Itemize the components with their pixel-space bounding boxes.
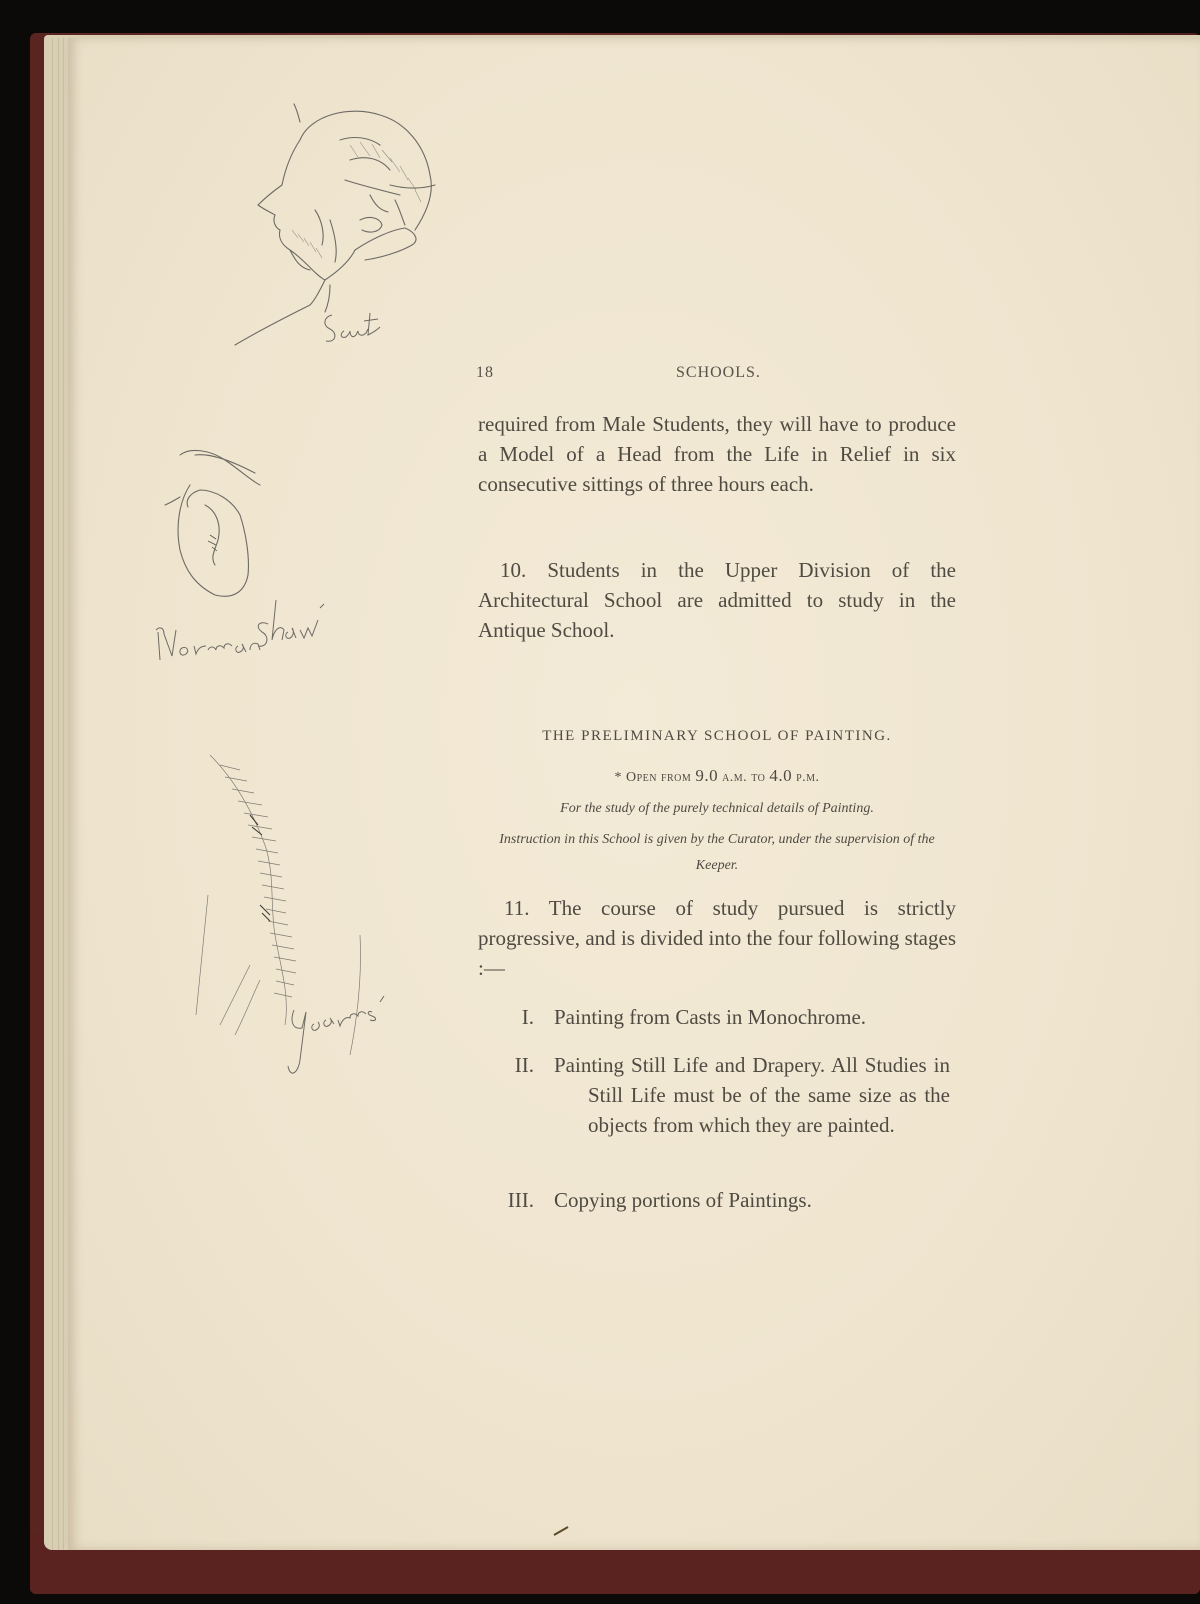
signature-norman-shaw [150, 590, 340, 685]
page-edge-line [58, 38, 59, 1550]
paragraph-11: 11. The course of study pursued is strictly progressive, and is divided into the four following stages :— [478, 896, 956, 980]
stage-text: Painting from Casts in Monochrome. [554, 1005, 867, 1029]
page-edge-line [63, 38, 64, 1550]
signature-sant [318, 305, 388, 360]
page-number: 18 [476, 364, 494, 381]
stage-numeral: II. [514, 1053, 534, 1077]
open-start-suffix: a.m. [722, 770, 748, 785]
open-start: 9.0 [695, 766, 719, 785]
instruction-line: Instruction in this School is given by the Curator, under the supervision of the Keeper. [499, 832, 935, 873]
paragraph-10: 10. Students in the Upper Division of the Architectural School are admitted to study in the Antique School. [478, 558, 956, 642]
open-end: 4.0 [769, 766, 793, 785]
section-title: THE PRELIMINARY SCHOOL OF PAINTING. [542, 728, 892, 744]
running-head: SCHOOLS. [676, 364, 761, 381]
page-edge-line [52, 38, 53, 1550]
opening-hours [478, 766, 956, 786]
open-prefix: * Open from [614, 770, 692, 785]
paragraph-continued: required from Male Students, they will have to produce a Model of a Head from the Life in Relief in six consecutive sittings of three hours each. [478, 412, 956, 496]
purpose-line: For the study of the purely technical details of Painting. [560, 801, 874, 816]
stage-numeral: III. [507, 1188, 534, 1212]
stage-text: Copying portions of Paintings. [554, 1188, 812, 1212]
stage-text: Painting Still Life and Drapery. All Studies in Still Life must be of the same size as the objects from which they are painted. [554, 1053, 950, 1137]
open-end-suffix: p.m. [796, 770, 820, 785]
stage-numeral: I. [521, 1005, 534, 1029]
open-to: to [751, 770, 766, 785]
pencil-tick-mark [552, 1524, 572, 1542]
signature-yeames [280, 990, 400, 1105]
